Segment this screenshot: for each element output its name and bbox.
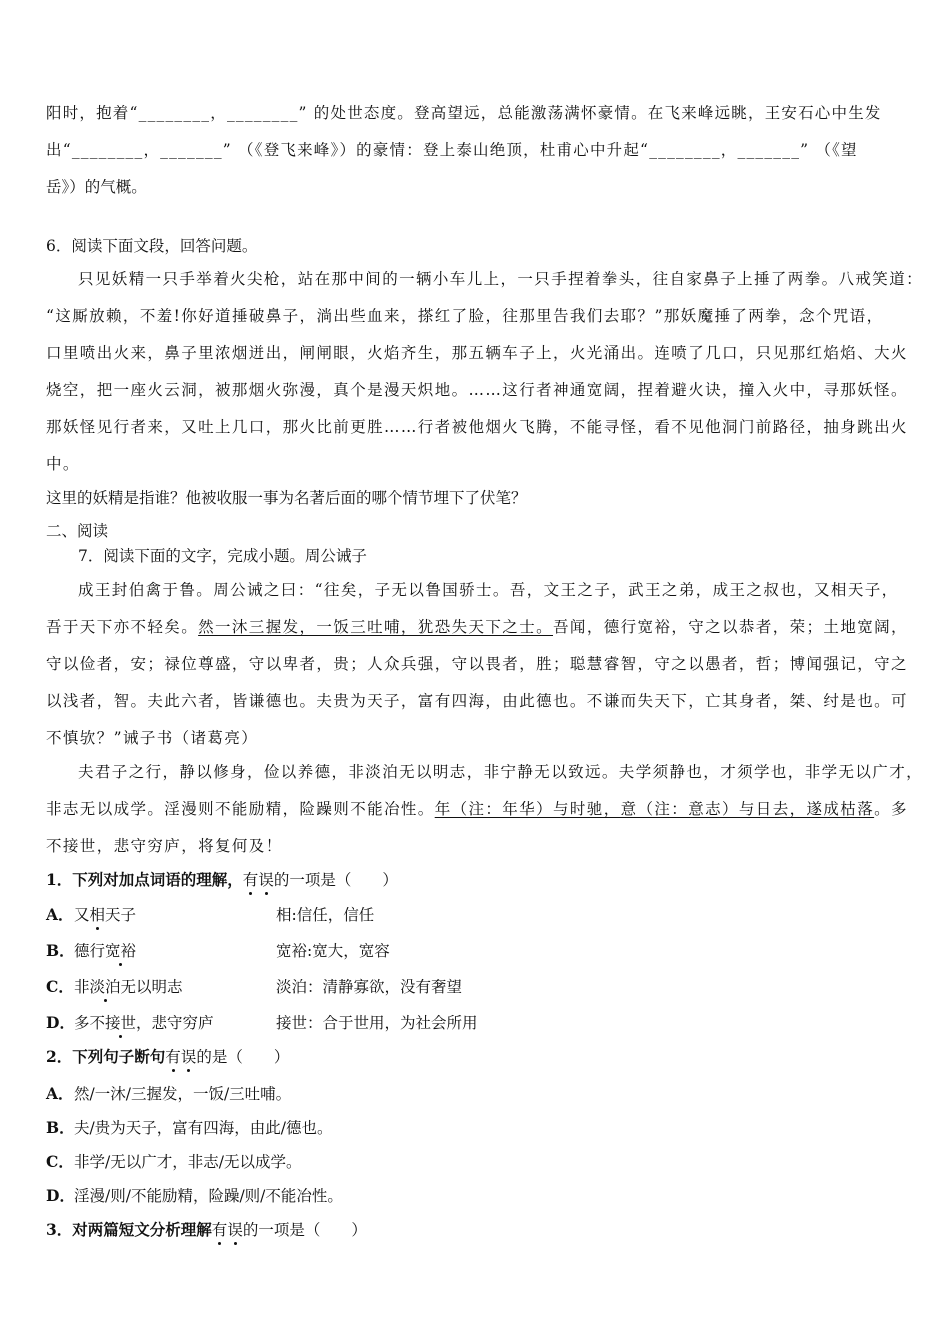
dotted-char: 有 bbox=[165, 1048, 181, 1066]
poem-line-3: 岳》）的气概。 bbox=[46, 178, 147, 196]
option-label: B． bbox=[46, 941, 75, 960]
option-label: A． bbox=[46, 905, 74, 924]
option-meaning: 淡泊：清静寡欲，没有奢望 bbox=[276, 978, 463, 996]
passage2-line: 不接世，悲守穷庐，将复何及！ bbox=[46, 837, 283, 855]
q6-title: 6．阅读下面文段，回答问题。 bbox=[46, 237, 258, 255]
q6-passage-line: 烧空，把一座火云洞，被那烟火弥漫，真个是漫天炽地。……这行者神通宽阔，捏着避火诀，撞入火中，寻那妖怪。 bbox=[46, 381, 908, 399]
option-meaning: 接世：合于世用，为社会所用 bbox=[276, 1014, 478, 1032]
text: 非 bbox=[74, 978, 90, 996]
option-meaning: 宽裕:宽大，宽容 bbox=[276, 942, 390, 960]
text: 的一项是（ ） bbox=[273, 871, 398, 889]
text: 2．下列句子断句 bbox=[46, 1047, 166, 1066]
sub2-option-d[interactable] bbox=[46, 1186, 343, 1206]
q6-passage-line: 那妖怪见行者来，又吐上几口，那火比前更胜……行者被他烟火飞腾，不能寻怪，看不见他洞门前路径，抽身跳出火 bbox=[46, 418, 908, 436]
dotted-char: 有 bbox=[242, 871, 259, 889]
sub1-option-d[interactable] bbox=[46, 1013, 478, 1033]
sub1-option-a[interactable] bbox=[46, 905, 374, 925]
text: 德行 bbox=[74, 942, 106, 960]
blank: _______ bbox=[737, 141, 801, 159]
option-text: 淫漫/则/不能励精，险躁/则/不能冶性。 bbox=[74, 1187, 343, 1205]
text: ， bbox=[720, 141, 738, 159]
q6-passage-line: 中。 bbox=[46, 455, 80, 473]
passage1-line: 成王封伯禽于鲁。周公诫之曰：“往矣，子无以鲁国骄士。吾，文王之子，武王之弟，成王之叔也，又相天子， bbox=[78, 581, 899, 599]
text: ” （《登飞来峰》）的豪情：登上泰山绝顶，杜甫心中升起“ bbox=[222, 141, 650, 159]
text: 3．对两篇短文分析理解 bbox=[46, 1220, 212, 1239]
blank: ________ bbox=[226, 104, 299, 122]
option-label: D． bbox=[46, 1013, 75, 1032]
passage1-line: 以浅者，智。夫此六者，皆谦德也。夫贵为天子，富有四海，由此德也。不谦而失天下，亡其身者，桀、纣是也。可 bbox=[46, 692, 908, 710]
blank: ________ bbox=[71, 141, 144, 159]
poem-line-2 bbox=[46, 140, 910, 160]
q6-passage-line: 口里喷出火来，鼻子里浓烟迸出，闸闸眼，火焰齐生，那五辆车子上，火光涌出。连喷了几口，只见那红焰焰、大火 bbox=[46, 344, 908, 362]
blank: ________ bbox=[649, 141, 721, 159]
sub2-stem bbox=[46, 1047, 910, 1067]
text: 阳时，抱着“ bbox=[46, 104, 139, 122]
text: 多不 bbox=[74, 1014, 106, 1032]
text: 无以明志 bbox=[120, 978, 183, 996]
option-text: 非学/无以广才，非志/无以成学。 bbox=[74, 1153, 302, 1171]
sub2-option-c[interactable] bbox=[46, 1152, 301, 1172]
text: 1．下列对加点词语的理解， bbox=[46, 870, 243, 889]
text: 的是（ ） bbox=[196, 1048, 290, 1066]
q6-question: 这里的妖精是指谁？他被收服一事为名著后面的哪个情节埋下了伏笔？ bbox=[46, 489, 527, 507]
sub2-option-b[interactable] bbox=[46, 1118, 332, 1138]
text: 非志无以成学。淫漫则不能励精，险躁则不能冶性。 bbox=[46, 800, 435, 818]
text: ， bbox=[143, 141, 161, 159]
sub3-stem bbox=[46, 1220, 910, 1240]
option-text: 夫/贵为天子，富有四海，由此/德也。 bbox=[74, 1119, 333, 1137]
blank: ________ bbox=[138, 104, 211, 122]
option-label: C． bbox=[46, 977, 74, 996]
option-label: D． bbox=[46, 1186, 75, 1205]
dotted-char: 误 bbox=[227, 1221, 243, 1239]
dotted-word: 相 bbox=[89, 906, 106, 924]
dotted-char: 有 bbox=[211, 1221, 228, 1239]
dotted-word: 接世 bbox=[105, 1014, 137, 1032]
option-text: 然/一沐/三握发，一饭/三吐哺。 bbox=[74, 1085, 292, 1103]
text: ” 的处世态度。登高望远，总能激荡满怀豪情。在飞来峰远眺，王安石心中生发 bbox=[298, 104, 882, 122]
section-heading: 二、阅读 bbox=[46, 522, 109, 540]
q7-title: 7．阅读下面的文字，完成小题。周公诫子 bbox=[78, 547, 367, 565]
poem-line-1 bbox=[46, 103, 910, 123]
text: 的一项是（ ） bbox=[242, 1221, 367, 1239]
option-label: B． bbox=[46, 1118, 75, 1137]
text: 又 bbox=[74, 906, 90, 924]
dotted-word: 淡泊 bbox=[89, 978, 121, 996]
dotted-char: 误 bbox=[258, 871, 274, 889]
passage1-line: 守以俭者，安；禄位尊盛，守以卑者，贵；人众兵强，守以畏者，胜；聪慧睿智，守之以愚者，哲；博闻强记，守之 bbox=[46, 655, 908, 673]
passage1-line bbox=[46, 617, 910, 637]
blank: _______ bbox=[160, 141, 223, 159]
option-label: C． bbox=[46, 1152, 74, 1171]
passage2-line bbox=[46, 799, 910, 819]
q6-passage-line: “这厮放赖，不羞!你好道捶破鼻子，淌出些血来，搽红了脸，往那里告我们去耶？”那妖魔捶了两拳，念个咒语， bbox=[46, 307, 884, 325]
text: 天子 bbox=[105, 906, 137, 924]
q6-passage-line: 只见妖精一只手举着火尖枪，站在那中间的一辆小车儿上，一只手捏着拳头，往自家鼻子上捶了两拳。八戒笑道： bbox=[78, 270, 924, 288]
dotted-word: 宽裕 bbox=[105, 942, 137, 960]
sub2-option-a[interactable] bbox=[46, 1084, 291, 1104]
option-label: A． bbox=[46, 1084, 74, 1103]
text: ” （《望 bbox=[800, 141, 858, 159]
dotted-char: 误 bbox=[180, 1048, 197, 1066]
option-meaning: 相:信任，信任 bbox=[276, 906, 375, 924]
underlined-sentence: 年（注：年华）与时驰，意（注：意志）与日去，遂成枯落 bbox=[434, 800, 875, 818]
passage2-line: 夫君子之行，静以修身，俭以养德，非淡泊无以明志，非宁静无以致远。夫学须静也，才须学也，非学无以广才， bbox=[78, 763, 924, 781]
text: ， bbox=[210, 104, 227, 122]
text: 吾闻，德行宽裕，守之以恭者，荣；土地宽阔， bbox=[553, 618, 908, 636]
sub1-option-c[interactable] bbox=[46, 977, 462, 997]
text: 出“ bbox=[46, 141, 72, 159]
text: ，悲守穷庐 bbox=[136, 1014, 214, 1032]
text: 。多 bbox=[874, 800, 908, 818]
sub1-option-b[interactable] bbox=[46, 941, 390, 961]
underlined-sentence: 然一沐三握发，一饭三吐哺，犹恐失天下之士。 bbox=[198, 618, 554, 636]
passage1-line: 不慎欤？”诫子书（诸葛亮） bbox=[46, 729, 259, 747]
text: 吾于天下亦不轻矣。 bbox=[46, 618, 199, 636]
sub1-stem bbox=[46, 870, 910, 890]
